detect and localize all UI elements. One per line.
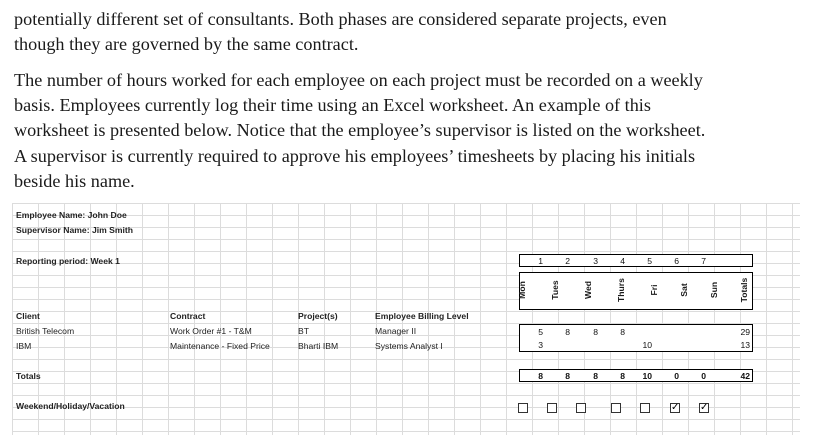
client-header: Client — [16, 311, 40, 321]
text-line: The number of hours worked for each employee on each project must be recorded on a weekly — [14, 70, 703, 90]
total-mon: 8 — [538, 371, 543, 381]
row2-contract: Maintenance - Fixed Price — [170, 341, 270, 351]
day-number-7: 7 — [701, 256, 706, 266]
row2-project: Bharti IBM — [298, 341, 339, 351]
reporting-period: Reporting period: Week 1 — [16, 256, 120, 266]
intro-paragraph — [14, 7, 814, 57]
day-name-sat: Sat — [679, 283, 689, 297]
text-line: beside his name. — [14, 170, 135, 191]
row1-mon-hours: 5 — [538, 327, 543, 337]
text-line: basis. Employees currently log their time using an Excel worksheet. An example of this — [14, 95, 651, 116]
day-name-totals: Totals — [739, 277, 749, 303]
text-line: worksheet is presented below. Notice that the employee’s supervisor is listed on the worksheet. — [14, 120, 706, 141]
row2-total: 13 — [740, 340, 750, 350]
weekend-checkbox-tues[interactable] — [547, 403, 557, 413]
row2-fri-hours: 10 — [642, 340, 652, 350]
day-name-thurs: Thurs — [616, 278, 626, 302]
total-sat: 0 — [674, 371, 679, 381]
row1-project: BT — [298, 326, 309, 336]
weekend-checkbox-wed[interactable] — [576, 403, 586, 413]
row1-billing: Manager II — [375, 326, 417, 336]
weekend-holiday-vacation-label: Weekend/Holiday/Vacation — [16, 401, 125, 411]
day-number-2: 2 — [565, 256, 570, 266]
total-wed: 8 — [593, 371, 598, 381]
timesheet-worksheet — [12, 203, 800, 435]
day-name-fri: Fri — [649, 284, 659, 296]
project-header: Project(s) — [298, 311, 338, 321]
row2-mon-hours: 3 — [538, 340, 543, 350]
day-number-1: 1 — [538, 256, 543, 266]
day-name-sun: Sun — [709, 281, 719, 299]
row1-thurs-hours: 8 — [620, 327, 625, 337]
billing-level-header: Employee Billing Level — [375, 311, 469, 321]
row1-total: 29 — [740, 327, 750, 337]
contract-header: Contract — [170, 311, 206, 321]
text-line: though they are governed by the same contract. — [14, 34, 359, 55]
weekend-checkbox-sat[interactable] — [670, 403, 680, 413]
text-line: A supervisor is currently required to approve his employees’ timesheets by placing his initials — [14, 145, 696, 166]
text-line: potentially different set of consultants. Both phases are considered separate projects, even — [14, 9, 667, 29]
employee-name: Employee Name: John Doe — [16, 210, 127, 220]
row1-wed-hours: 8 — [593, 327, 598, 337]
totals-label: Totals — [16, 371, 41, 381]
supervisor-name: Supervisor Name: Jim Smith — [16, 225, 134, 235]
day-name-wed: Wed — [583, 281, 593, 299]
total-sun: 0 — [701, 371, 706, 381]
grand-total: 42 — [740, 371, 750, 381]
day-number-3: 3 — [593, 256, 598, 266]
day-name-mon: Mon — [517, 281, 527, 299]
weekend-checkbox-fri[interactable] — [640, 403, 650, 413]
row1-tues-hours: 8 — [565, 327, 570, 337]
day-number-4: 4 — [620, 256, 625, 266]
body-paragraph — [14, 68, 814, 194]
weekend-checkbox-sun[interactable] — [699, 403, 709, 413]
weekend-checkbox-mon[interactable] — [518, 403, 528, 413]
day-number-6: 6 — [674, 256, 679, 266]
weekend-checkbox-thurs[interactable] — [611, 403, 621, 413]
total-tues: 8 — [565, 371, 570, 381]
row2-client: IBM — [16, 341, 32, 351]
day-name-tues: Tues — [550, 280, 560, 300]
total-fri: 10 — [642, 371, 652, 381]
row1-contract: Work Order #1 - T&M — [170, 326, 252, 336]
row2-billing: Systems Analyst I — [375, 341, 443, 351]
day-number-5: 5 — [647, 256, 652, 266]
total-thurs: 8 — [620, 371, 625, 381]
row1-client: British Telecom — [16, 326, 75, 336]
